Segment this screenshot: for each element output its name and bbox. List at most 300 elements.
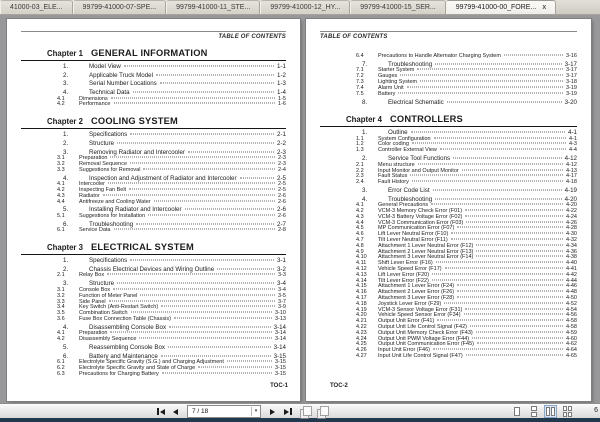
dot-leader: [431, 204, 563, 205]
entry-number: 4.21: [356, 318, 367, 325]
entry-number: 4.11: [356, 260, 367, 267]
entry-title: General Precautions: [378, 202, 429, 209]
dot-leader: [440, 149, 566, 150]
entry-title: VCM-3 Communication Error (F03): [378, 219, 464, 226]
entry-number: 1.: [63, 131, 69, 139]
entry-title: Key Switch (Anti-Restart Switch): [79, 304, 159, 311]
entry-number: 3.3: [57, 166, 65, 173]
entry-title: VCM-3 Sensor Voltage Error (F31): [378, 306, 463, 313]
entry-number: 7.1: [356, 67, 364, 74]
entry-title: Electrolyte Specific Gravity and State of Charge: [79, 365, 196, 372]
entry-number: 1.: [63, 63, 69, 70]
first-page-button[interactable]: [154, 406, 167, 417]
entry-title: Service Tool Functions: [388, 155, 451, 163]
chapter-number: Chapter 2: [47, 117, 83, 127]
next-page-button[interactable]: [266, 406, 279, 417]
document-tab[interactable]: [350, 0, 446, 14]
entry-title: Installing Radiator and Intercooler: [89, 206, 182, 214]
dot-leader: [160, 83, 274, 84]
entry-page-number: 3-5: [278, 292, 286, 299]
entry-page-number: 3-4: [278, 286, 286, 293]
entry-number: 6.3: [57, 370, 65, 377]
dot-leader: [434, 137, 566, 138]
document-tab[interactable]: [166, 0, 260, 14]
dot-leader: [470, 326, 563, 327]
entry-title: Disassembly Sequence: [79, 336, 137, 343]
dot-leader: [462, 169, 563, 170]
entry-title: Troubleshooting: [89, 220, 134, 228]
entry-page-number: 3-4: [277, 280, 286, 288]
entry-number: 4.3: [57, 192, 65, 199]
toc-entry: [346, 92, 577, 98]
entry-title: Alarm Unit: [378, 84, 404, 91]
document-tab[interactable]: [260, 0, 350, 14]
entry-number: 4.18: [356, 300, 367, 307]
toc-entry: [47, 132, 286, 139]
chapter-heading: [21, 48, 286, 61]
dot-leader: [412, 143, 566, 144]
dot-leader: [465, 215, 563, 216]
entry-title: Input Unit Error (F46): [378, 347, 430, 354]
entry-page-number: 4-22: [565, 208, 577, 215]
entry-title: Applicable Truck Model: [89, 71, 153, 79]
entry-page-number: 2-1: [277, 131, 286, 139]
entry-title: Shift Lever Error (F16): [378, 260, 433, 267]
entry-number: 4.22: [356, 324, 367, 331]
dot-leader: [108, 183, 275, 184]
entry-title: Error Code List: [388, 187, 430, 195]
dot-leader: [185, 209, 275, 210]
toc-entry: [47, 64, 286, 71]
dot-leader: [466, 221, 563, 222]
dot-leader: [140, 294, 275, 295]
dot-leader: [453, 158, 561, 159]
entry-page-number: 2-6: [278, 192, 286, 199]
dot-leader: [130, 134, 274, 135]
entry-number: 4.1: [57, 95, 65, 102]
entry-title: Removal Sequence: [79, 160, 128, 167]
toc-entry: [47, 273, 286, 279]
entry-title: Radiator: [79, 192, 100, 199]
entry-page-number: 4-40: [565, 260, 577, 267]
entry-title: Preparation: [79, 330, 108, 337]
entry-title: Output Unit Error (F41): [378, 318, 435, 325]
entry-number: 6.2: [57, 365, 65, 372]
entry-page-number: 1-4: [277, 89, 286, 97]
dot-leader: [466, 355, 563, 356]
entry-number: 4.2: [57, 186, 65, 193]
entry-page-number: 4-32: [565, 237, 577, 244]
entry-title: Model View: [89, 63, 121, 70]
dot-leader: [476, 331, 563, 332]
entry-number: 3.: [362, 187, 368, 195]
dot-leader: [411, 132, 565, 133]
entry-number: 4.7: [356, 237, 364, 244]
previous-page-icon: [173, 409, 178, 415]
dot-leader: [114, 229, 276, 230]
last-page-icon: [284, 409, 289, 415]
dot-leader: [476, 244, 563, 245]
dot-leader: [417, 69, 563, 70]
dot-leader: [131, 312, 272, 313]
entry-page-number: 4-58: [565, 324, 577, 331]
taskbar-edge: [0, 418, 600, 422]
entry-title: Preparation: [79, 155, 108, 162]
entry-title: Fault Status: [378, 173, 408, 180]
entry-title: Output Unit Communication Error (F45): [378, 341, 474, 348]
facing-pages-view-icon[interactable]: [544, 405, 557, 418]
toc-entry: [47, 168, 286, 174]
dot-leader: [240, 177, 274, 178]
entry-page-number: 3-18: [565, 79, 577, 86]
entry-number: 3.5: [57, 310, 65, 317]
dot-leader: [143, 168, 275, 169]
entry-number: 4.: [63, 174, 69, 182]
entry-page-number: 2-5: [277, 174, 286, 182]
dot-leader: [162, 372, 272, 373]
entry-number: 3.4: [57, 304, 65, 311]
entry-page-number: 4-36: [565, 248, 577, 255]
entry-title: Input Monitor and Output Monitor: [378, 167, 459, 174]
entry-page-number: 2-2: [277, 139, 286, 147]
entry-number: 3.: [63, 280, 69, 288]
entry-title: Combination Switch: [79, 310, 128, 317]
entry-number: 4.: [63, 89, 69, 97]
entry-title: VCM-3 Memory Check Error (F01): [378, 208, 463, 215]
entry-title: Structure: [89, 280, 115, 288]
entry-title: Dimensions: [79, 95, 108, 102]
toc-entry: [47, 258, 286, 265]
entry-title: Function of Meter Panel: [79, 292, 138, 299]
chapter-heading: [320, 114, 577, 127]
entry-title: Console Box: [79, 286, 111, 293]
entry-title: Controller External View: [378, 147, 437, 154]
dot-leader: [435, 198, 561, 199]
dot-leader: [129, 188, 275, 189]
entry-title: Menu structure: [378, 161, 415, 168]
entry-page-number: 3-3: [278, 272, 286, 279]
entry-title: Outline: [388, 129, 408, 137]
toc-entry: [47, 102, 286, 108]
entry-title: Specifications: [89, 131, 128, 139]
toc-entry: [47, 73, 286, 80]
last-page-button[interactable]: [281, 406, 294, 417]
toc-entry: [346, 180, 577, 186]
dot-leader: [117, 142, 274, 143]
chapter-title: CONTROLLERS: [390, 114, 463, 125]
entry-number: 7.: [362, 60, 368, 68]
tab-title: 99799-41000-11_STE...: [176, 4, 251, 11]
entry-page-number: 4-52: [565, 300, 577, 307]
entry-number: 1.: [362, 129, 368, 137]
entry-number: 4.9: [356, 248, 364, 255]
entry-page-number: 3-14: [273, 323, 286, 331]
entry-title: Performance: [79, 101, 111, 108]
dot-leader: [504, 55, 563, 56]
continuous-facing-view-icon[interactable]: [561, 405, 574, 418]
entry-title: Attachment 1 Lever Error (F24): [378, 283, 455, 290]
entry-number: 1.: [63, 257, 69, 265]
entry-page-number: 4-24: [565, 213, 577, 220]
chapter-heading: [21, 116, 286, 129]
chevron-down-icon[interactable]: ▾: [251, 407, 260, 416]
entry-page-number: 3-17: [565, 67, 577, 74]
entry-page-number: 4-28: [565, 225, 577, 232]
pdf-page-left: [7, 19, 300, 401]
entry-page-number: 3-14: [274, 330, 286, 337]
entry-title: Attachment 1 Lever Neutral Error (F12): [378, 242, 474, 249]
entry-title: Color coding: [378, 141, 409, 148]
entry-number: 4.12: [356, 266, 367, 273]
dot-leader: [161, 306, 275, 307]
entry-page-number: 3-17: [565, 73, 577, 80]
dot-leader: [198, 367, 272, 368]
dot-leader: [109, 300, 275, 301]
dot-leader: [124, 66, 274, 67]
page-header-text: TABLE OF CONTENTS: [320, 34, 388, 40]
dot-leader: [433, 349, 563, 350]
dot-leader: [110, 157, 275, 158]
entry-number: 4.15: [356, 283, 367, 290]
dot-leader: [168, 347, 271, 348]
entry-page-number: 3-20: [564, 98, 577, 106]
entry-page-number: 3-19: [565, 90, 577, 97]
toc-entry: [346, 100, 577, 107]
tab-title: 99799-41000-15_SER...: [360, 4, 436, 11]
entry-title: Lighting System: [378, 79, 418, 86]
entry-number: 6.4: [356, 53, 364, 59]
dot-leader: [114, 103, 276, 104]
tab-close-icon[interactable]: x: [542, 4, 547, 11]
single-page-view-icon[interactable]: [510, 405, 523, 418]
entry-title: Suggestions for Removal: [79, 166, 141, 173]
entry-page-number: 4-64: [565, 347, 577, 354]
entry-page-number: 3-1: [277, 257, 286, 265]
document-tab[interactable]: [446, 0, 556, 14]
entry-number: 2.4: [356, 179, 364, 186]
entry-title: Output Unit Life Control Signal (F42): [378, 324, 467, 331]
entry-title: Electrolyte Specific Gravity (S.G.) and Charging Adjustment: [79, 359, 224, 366]
chapter-number: Chapter 3: [47, 243, 83, 253]
entry-number: 3.3: [57, 298, 65, 305]
dot-leader: [476, 256, 563, 257]
entry-page-number: 4-56: [565, 312, 577, 319]
dot-leader: [139, 338, 272, 339]
document-tab[interactable]: [0, 0, 73, 14]
entry-number: 1.2: [356, 141, 364, 148]
chapter-title: GENERAL INFORMATION: [91, 48, 208, 58]
dot-leader: [117, 283, 274, 284]
entry-number: 5.1: [57, 212, 65, 219]
dot-leader: [174, 317, 272, 318]
toc-entry: [47, 317, 286, 323]
entry-number: 2.: [63, 139, 69, 147]
entry-number: 2.: [63, 265, 69, 273]
entry-title: Specifications: [89, 257, 128, 265]
entry-page-number: 4-34: [565, 242, 577, 249]
entry-number: 4.1: [57, 330, 65, 337]
entry-page-number: 4-59: [565, 329, 577, 336]
document-tab[interactable]: [73, 0, 167, 14]
entry-title: Technical Data: [89, 89, 130, 97]
tab-bar: [0, 0, 600, 15]
entry-page-number: 4-19: [564, 187, 577, 195]
entry-number: 7.2: [356, 73, 364, 80]
page-number-field[interactable]: [187, 405, 261, 418]
toc-entry: [346, 354, 577, 360]
entry-title: Electrical Schematic: [388, 98, 444, 106]
toc-entry: [47, 81, 286, 88]
dot-leader: [457, 291, 563, 292]
entry-number: 2.: [63, 71, 69, 79]
entry-number: 4.4: [356, 219, 364, 226]
entry-number: 4.17: [356, 295, 367, 302]
entry-title: Antifreeze and Cooling Water: [79, 198, 151, 205]
chapter-number: Chapter 4: [346, 115, 382, 125]
entry-page-number: 4-42: [565, 271, 577, 278]
dot-leader: [465, 308, 563, 309]
dot-leader: [410, 175, 563, 176]
entry-number: 4.13: [356, 271, 367, 278]
entry-title: Chassis Electrical Devices and Wiring Outline: [89, 265, 215, 273]
entry-title: Fuse Box Connection Table (Chassis): [79, 315, 171, 322]
entry-number: 4.5: [356, 225, 364, 232]
entry-page-number: 2-6: [278, 198, 286, 205]
dot-leader: [432, 273, 563, 274]
dot-leader: [110, 332, 272, 333]
entry-number: 4.20: [356, 312, 367, 319]
entry-number: 4.14: [356, 277, 367, 284]
entry-number: 3.6: [57, 315, 65, 322]
entry-page-number: 3-17: [564, 60, 577, 68]
entry-title: Precautions to Handle Alternator Charging System: [378, 53, 501, 59]
entry-page-number: 3-19: [565, 84, 577, 91]
entry-number: 6.1: [57, 227, 65, 234]
entry-number: 6.: [63, 352, 69, 360]
dot-leader: [113, 288, 275, 289]
entry-title: Gauges: [378, 73, 398, 80]
entry-number: 7.5: [356, 90, 364, 97]
bottom-toolbar: [0, 403, 600, 418]
entry-page-number: 4-54: [565, 306, 577, 313]
dot-leader: [400, 75, 563, 76]
entry-number: 2.3: [356, 173, 364, 180]
entry-title: Disassembling Console Box: [89, 323, 167, 331]
entry-page-number: 3-7: [278, 298, 286, 305]
entry-title: System Configuration: [378, 135, 431, 142]
page-header-text: TABLE OF CONTENTS: [218, 34, 286, 40]
page-header: [21, 31, 286, 40]
dot-leader: [457, 285, 563, 286]
entry-page-number: 4-62: [565, 341, 577, 348]
chapter-heading: [21, 242, 286, 255]
entry-number: 4.2: [356, 208, 364, 215]
continuous-view-icon[interactable]: [527, 405, 540, 418]
entry-page-number: 4-60: [565, 335, 577, 342]
page-footer: TOC-2: [330, 383, 348, 389]
next-view-button[interactable]: [317, 406, 328, 418]
entry-number: 4.10: [356, 254, 367, 261]
entry-page-number: 3-15: [273, 352, 286, 360]
dot-leader: [445, 268, 563, 269]
entry-title: Output Unit Memory Check Error (F43): [378, 329, 473, 336]
entry-page-number: 3-15: [274, 370, 286, 377]
page-footer: TOC-1: [270, 383, 288, 389]
entry-page-number: 4-65: [565, 353, 577, 360]
entry-title: Input Unit Life Control Signal (F47): [378, 353, 463, 360]
dot-leader: [436, 262, 563, 263]
toc-entry: [47, 141, 286, 148]
first-page-icon: [157, 408, 159, 415]
dot-leader: [451, 239, 563, 240]
entry-title: Reassembling Console Box: [89, 344, 166, 352]
entry-title: Attachment 3 Lever Error (F28): [378, 295, 455, 302]
entry-number: 4.1: [57, 181, 65, 188]
tab-title: 99799-41000-00_FORE...: [455, 4, 537, 11]
entry-page-number: 4-26: [565, 219, 577, 226]
dot-leader: [412, 181, 563, 182]
entry-page-number: 2-6: [278, 212, 286, 219]
previous-page-button[interactable]: [169, 406, 182, 417]
entry-number: 5.: [63, 344, 69, 352]
toc-entry: [47, 345, 286, 352]
entry-page-number: 3-2: [277, 265, 286, 273]
entry-page-number: 2-3: [278, 155, 286, 162]
tab-title: 99799-41000-07-SPE...: [82, 4, 157, 11]
dot-leader: [107, 274, 275, 275]
entry-page-number: 1-2: [277, 71, 286, 79]
toc-entry: [47, 372, 286, 378]
dot-leader: [477, 343, 563, 344]
entry-title: Side Panel: [79, 298, 106, 305]
dot-leader: [136, 223, 274, 224]
entry-number: 3.1: [57, 286, 65, 293]
entry-title: Service Data: [79, 227, 111, 234]
dot-leader: [437, 320, 563, 321]
entry-page-number: 4-20: [565, 202, 577, 209]
dot-leader: [111, 97, 275, 98]
entry-number: 2.1: [356, 161, 364, 168]
toc-section: [346, 114, 577, 360]
dot-leader: [464, 314, 563, 315]
entry-title: Attachment 2 Lever Error (F26): [378, 289, 455, 296]
entry-page-number: 4-41: [565, 266, 577, 273]
dot-leader: [407, 86, 563, 87]
entry-page-number: 4-20: [564, 195, 577, 203]
entry-page-number: 4-50: [565, 295, 577, 302]
entry-page-number: 4-38: [565, 254, 577, 261]
dot-leader: [103, 194, 275, 195]
entry-title: Suggestions for Installation: [79, 212, 146, 219]
toc-entry: [346, 54, 577, 60]
entry-number: 4.1: [356, 202, 364, 209]
entry-page-number: 2-3: [278, 160, 286, 167]
dot-leader: [432, 279, 563, 280]
toc-entry: [346, 188, 577, 195]
dot-leader: [472, 337, 563, 338]
entry-title: MP Communication Error (F07): [378, 225, 455, 232]
next-page-icon: [270, 409, 275, 415]
entry-number: 4.6: [356, 231, 364, 238]
entry-page-number: 1-5: [278, 95, 286, 102]
entry-title: VCM-3 Battery Voltage Error (F02): [378, 213, 463, 220]
entry-page-number: 1-3: [277, 80, 286, 88]
entry-page-number: 4-1: [568, 129, 577, 137]
entry-page-number: 1-6: [278, 101, 286, 108]
dot-leader: [130, 162, 275, 163]
previous-view-button[interactable]: [300, 406, 311, 418]
entry-page-number: 3-14: [273, 344, 286, 352]
